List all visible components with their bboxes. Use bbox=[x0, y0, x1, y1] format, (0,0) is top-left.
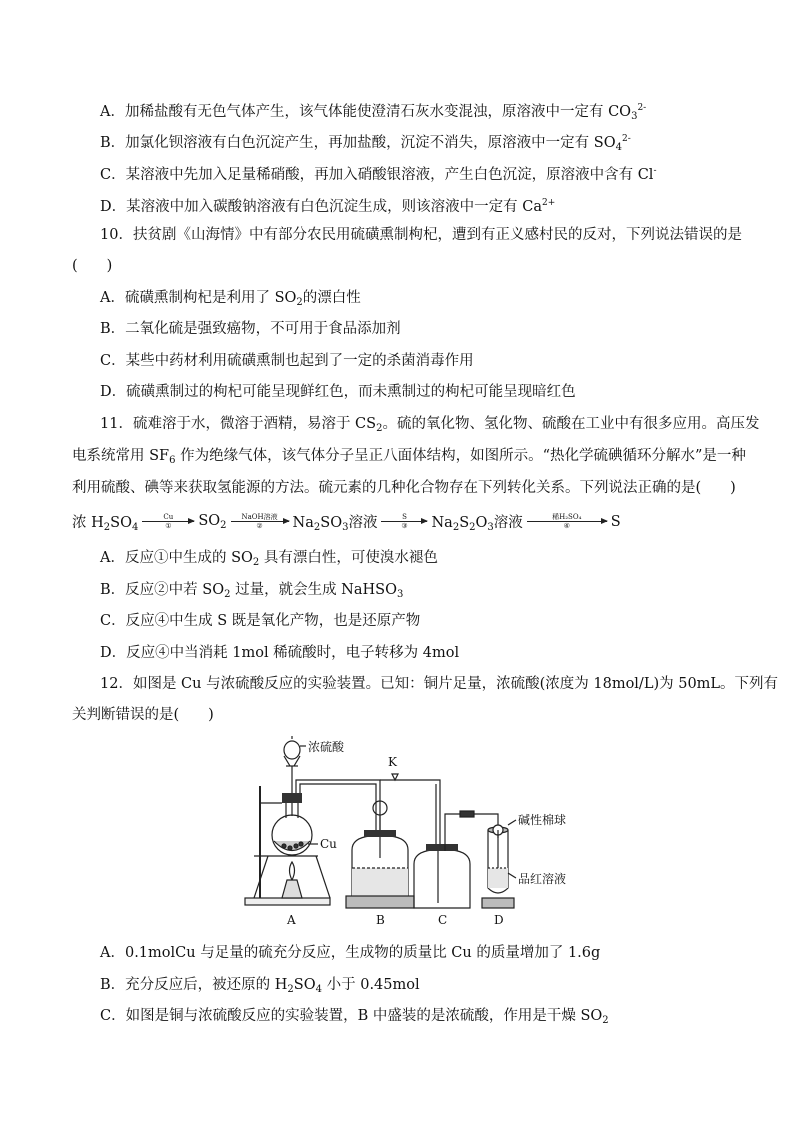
label-c: C bbox=[438, 913, 448, 927]
chain-s: S bbox=[610, 514, 621, 530]
chain-na2so3: $Na_2SO_3$溶液 bbox=[292, 515, 378, 533]
reaction-arrow-1: Cu ① bbox=[142, 513, 194, 531]
reaction-arrow-3: S ③ bbox=[381, 513, 427, 531]
q11-stem-line1: 11．硫难溶于水，微溶于酒精，易溶于 $CS_2$。硫的氧化物、氢化物、硫酸在工业中有很多应用。高压发 bbox=[100, 416, 760, 434]
label-d: D bbox=[494, 913, 504, 927]
label-cotton: 碱性棉球 bbox=[518, 813, 567, 827]
chain-conc-h2so4: 浓 $H_2SO_4$ bbox=[72, 515, 139, 533]
label-k: K bbox=[388, 755, 397, 769]
q10-option-b: B．二氧化硫是强致癌物，不可用于食品添加剂 bbox=[100, 321, 401, 337]
q10-stem-bracket: ( ) bbox=[72, 258, 113, 274]
q9-option-b: B．加氯化钡溶液有白色沉淀产生，再加盐酸，沉淀不消失，原溶液中一定有 $SO_4^{2-}$ bbox=[100, 134, 631, 153]
reaction-arrow-4: 稀H₂SO₄ ④ bbox=[527, 513, 607, 531]
round-flask bbox=[272, 793, 312, 855]
q9-option-a: A．加稀盐酸有无色气体产生，该气体能使澄清石灰水变混浊，原溶液中一定有 $CO_3^{2-}$ bbox=[100, 103, 647, 122]
q12-stem-line1: 12．如图是 Cu 与浓硫酸反应的实验装置。已知：铜片足量，浓硫酸(浓度为 18mol/L)为 50mL。下列有 bbox=[100, 676, 779, 692]
label-conc-sulfuric: 浓硫酸 bbox=[308, 740, 345, 754]
label-cu: Cu bbox=[320, 837, 337, 851]
q10-option-a: A．硫磺熏制枸杞是利用了 $SO_2$的漂白性 bbox=[100, 290, 361, 308]
label-b: B bbox=[376, 913, 385, 927]
q11-option-a: A．反应①中生成的 $SO_2$ 具有漂白性，可使溴水褪色 bbox=[100, 550, 438, 568]
valve-k bbox=[392, 774, 398, 780]
reaction-chain bbox=[72, 510, 621, 534]
reaction-arrow-2: NaOH溶液 ② bbox=[231, 513, 289, 531]
q12-option-b: B．充分反应后，被还原的 $H_2SO_4$ 小于 0.45mol bbox=[100, 977, 420, 995]
bottle-c bbox=[414, 820, 470, 908]
test-tube-d bbox=[482, 820, 516, 908]
chain-so2: $SO_2$ bbox=[198, 513, 227, 531]
q10-option-c: C．某些中药材利用硫磺熏制也起到了一定的杀菌消毒作用 bbox=[100, 353, 474, 369]
q9-option-d: D．某溶液中加入碳酸钠溶液有白色沉淀生成，则该溶液中一定有 $Ca^{2+}$ bbox=[100, 198, 556, 215]
q12-option-c: C．如图是铜与浓硫酸反应的实验装置，B 中盛装的是浓硫酸，作用是干燥 $SO_2$ bbox=[100, 1008, 609, 1026]
label-a: A bbox=[287, 913, 296, 927]
bottle-b bbox=[346, 801, 414, 908]
q12-option-a: A．0.1molCu 与足量的硫充分反应，生成物的质量比 Cu 的质量增加了 1.6g bbox=[100, 945, 601, 961]
q11-stem-line3: 利用硫酸、碘等来获取氢能源的方法。硫元素的几种化合物存在下列转化关系。下列说法正确的是( ) bbox=[72, 480, 736, 496]
q11-stem-line2: 电系统常用 $SF_6$ 作为绝缘气体，该气体分子呈正八面体结构，如图所示。“热化学硫碘循环分解水”是一种 bbox=[72, 448, 746, 466]
q11-option-b: B．反应②中若 $SO_2$ 过量，就会生成 NaHSO$_3$ bbox=[100, 582, 404, 600]
apparatus-diagram bbox=[240, 738, 567, 933]
q10-stem: 10．扶贫剧《山海情》中有部分农民用硫磺熏制枸杞，遭到有正义感村民的反对，下列说法错误的是 bbox=[100, 227, 742, 243]
q11-option-c: C．反应④中生成 S 既是氧化产物，也是还原产物 bbox=[100, 613, 421, 629]
q12-stem-line2: 关判断错误的是( ) bbox=[72, 707, 214, 723]
q11-option-d: D．反应④中当消耗 1mol 稀硫酸时，电子转移为 4mol bbox=[100, 645, 460, 661]
chain-na2s2o3: $Na_2S_2O_3$溶液 bbox=[431, 515, 523, 533]
label-pink-solution: 品红溶液 bbox=[518, 872, 567, 886]
alcohol-lamp bbox=[254, 856, 330, 898]
q9-option-c: C．某溶液中先加入足量稀硝酸，再加入硝酸银溶液，产生白色沉淀，原溶液中含有 Cl- bbox=[100, 166, 657, 183]
q10-option-d: D．硫磺熏制过的枸杞可能呈现鲜红色，而未熏制过的枸杞可能呈现暗红色 bbox=[100, 384, 576, 400]
